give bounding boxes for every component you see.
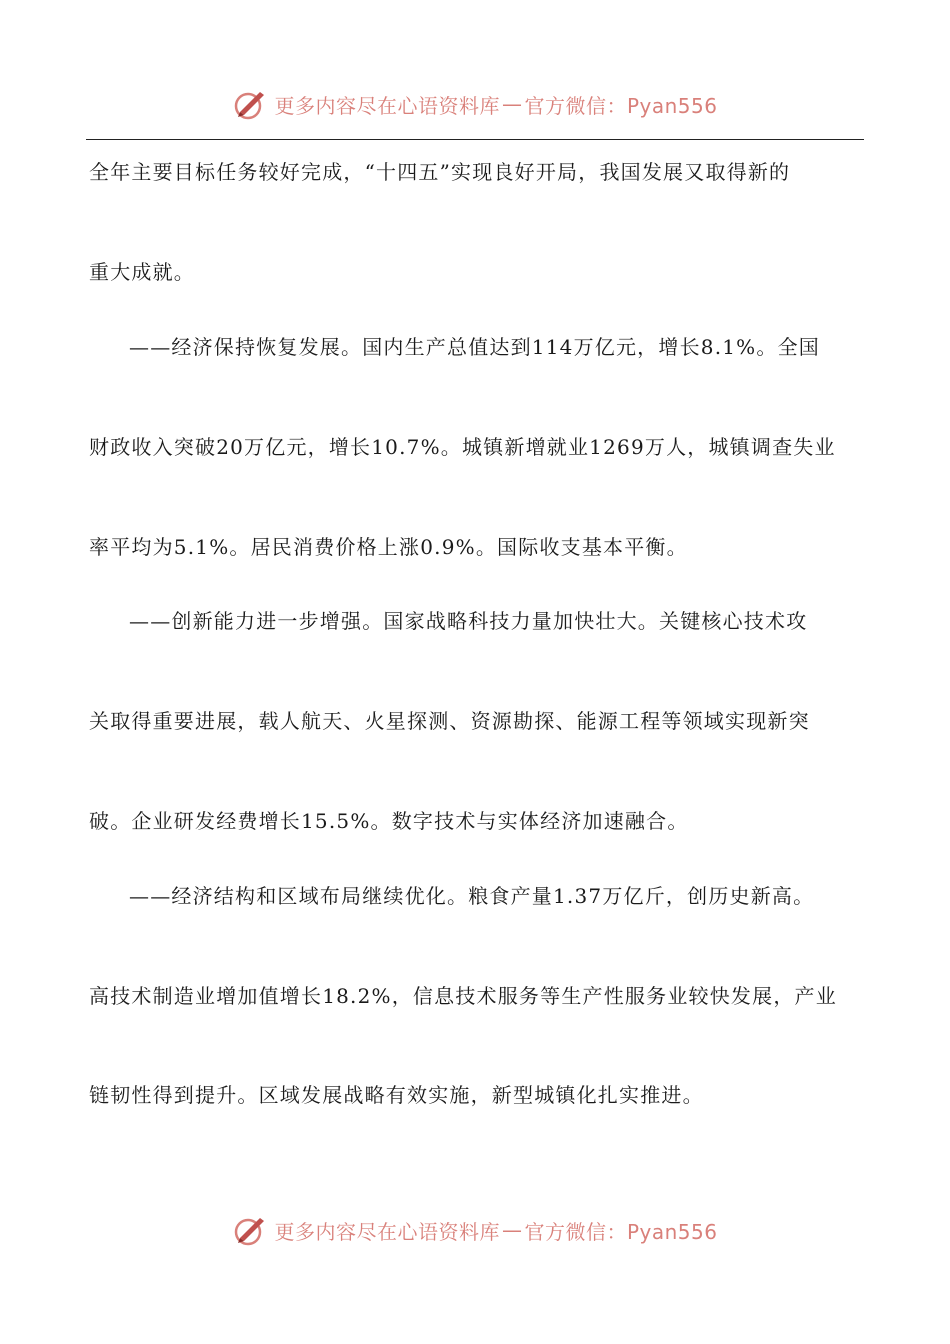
text-line-8: 破。企业研发经费增长15.5%。数字技术与实体经济加速融合。 [89, 809, 689, 833]
footer-banner-sep: — [501, 1218, 523, 1242]
text-line-5: 率平均为5.1%。居民消费价格上涨0.9%。国际收支基本平衡。 [89, 535, 688, 559]
pen-logo-icon [232, 86, 268, 122]
text-line-1: 全年主要目标任务较好完成，“十四五”实现良好开局，我国发展又取得新的 [89, 160, 791, 184]
text-line-3: ——经济保持恢复发展。国内生产总值达到114万亿元，增长8.1%。全国 [129, 335, 820, 359]
footer-banner-wechat: 官方微信：Pyan556 [524, 1219, 718, 1244]
text-line-7: 关取得重要进展，载人航天、火星探测、资源勘探、能源工程等领域实现新突 [89, 709, 810, 733]
text-line-9: ——经济结构和区域布局继续优化。粮食产量1.37万亿斤，创历史新高。 [129, 884, 815, 908]
header-rule [86, 139, 864, 140]
header-banner-wechat: 官方微信：Pyan556 [524, 93, 718, 118]
footer-banner-text: 更多内容尽在心语资料库 [274, 1219, 500, 1244]
text-line-11: 链韧性得到提升。区域发展战略有效实施，新型城镇化扎实推进。 [89, 1083, 704, 1107]
header-banner-sep: — [501, 92, 523, 116]
text-line-2: 重大成就。 [89, 260, 195, 284]
header-banner-text: 更多内容尽在心语资料库 [274, 93, 500, 118]
text-line-4: 财政收入突破20万亿元，增长10.7%。城镇新增就业1269万人，城镇调查失业 [89, 435, 836, 459]
text-line-10: 高技术制造业增加值增长18.2%，信息技术服务等生产性服务业较快发展，产业 [89, 984, 837, 1008]
footer-banner [0, 1210, 950, 1250]
pen-logo-icon [232, 1212, 268, 1248]
text-line-6: ——创新能力进一步增强。国家战略科技力量加快壮大。关键核心技术攻 [129, 609, 808, 633]
header-banner [0, 84, 950, 124]
